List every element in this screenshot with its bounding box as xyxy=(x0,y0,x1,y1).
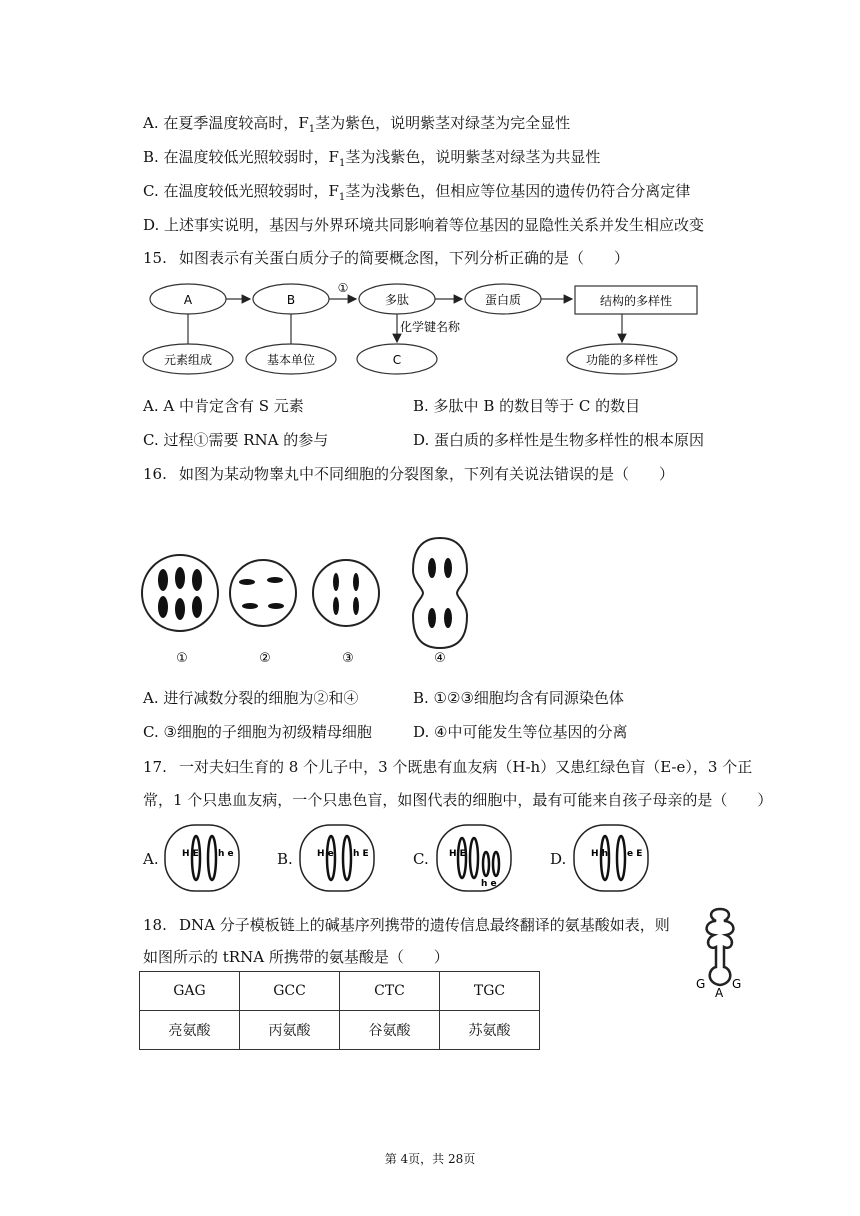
q16-stem: 16. 如图为某动物睾丸中不同细胞的分裂图象，下列有关说法错误的是（ ） xyxy=(143,465,675,483)
q16-option-b: B. ①②③细胞均含有同源染色体 xyxy=(413,689,624,707)
q15-stem: 15. 如图表示有关蛋白质分子的简要概念图，下列分析正确的是（ ） xyxy=(143,249,630,267)
table-row xyxy=(140,1011,540,1050)
node-elements: 元素组成 xyxy=(163,353,213,367)
q17-cells xyxy=(160,822,660,896)
node-b: B xyxy=(286,293,296,307)
q16-option-c: C. ③细胞的子细胞为初级精母细胞 xyxy=(143,723,372,741)
q15-number: 15. xyxy=(143,249,167,267)
q17-number: 17. xyxy=(143,758,167,776)
q14-option-a: A. 在夏季温度较高时，$F_1$茎为紫色，说明紫茎对绿茎为完全显性 xyxy=(143,114,571,135)
codon-cell: CTC xyxy=(340,972,440,1011)
codon-cell: GAG xyxy=(140,972,240,1011)
cell-a-right: h e xyxy=(218,849,234,859)
cell-label-3: ③ xyxy=(342,651,354,666)
cell-b-left: H e xyxy=(317,849,334,859)
node-a: A xyxy=(183,293,193,307)
q15-option-a: A. A 中肯定含有 S 元素 xyxy=(143,397,304,415)
q14-option-b: B. 在温度较低光照较弱时，$F_1$茎为浅紫色，说明紫茎对绿茎为共显性 xyxy=(143,148,601,169)
q17-option-a-label: A. xyxy=(143,850,159,868)
node-function: 功能的多样性 xyxy=(585,353,659,367)
q18-stem-line1: 18. DNA 分子模板链上的碱基序列携带的遗传信息最终翻译的氨基酸如表，则 xyxy=(143,916,670,934)
cell-b-right: h E xyxy=(353,849,369,859)
cell-c-right: h e xyxy=(481,879,497,889)
codon-cell: TGC xyxy=(440,972,540,1011)
cell-d-right: e E xyxy=(627,849,643,859)
q18-number: 18. xyxy=(143,916,167,934)
cell-c-left: H E xyxy=(449,849,466,859)
q16-number: 16. xyxy=(143,465,167,483)
bond-label: 化学键名称 xyxy=(400,320,461,334)
q14-option-d: D. 上述事实说明，基因与外界环境共同影响着等位基因的显隐性关系并发生相应改变 xyxy=(143,216,705,234)
cell-label-4: ④ xyxy=(434,651,446,666)
q15-option-b: B. 多肽中 B 的数目等于 C 的数目 xyxy=(413,397,641,415)
cell-division-figure xyxy=(135,530,480,670)
cell-label-2: ② xyxy=(259,651,271,666)
amino-cell: 丙氨酸 xyxy=(240,1011,340,1050)
codon-cell: GCC xyxy=(240,972,340,1011)
cell-label-1: ① xyxy=(176,651,188,666)
node-polypeptide: 多肽 xyxy=(384,293,410,307)
amino-cell: 亮氨酸 xyxy=(140,1011,240,1050)
node-structure: 结构的多样性 xyxy=(599,294,673,308)
anticodon-1: G xyxy=(696,977,706,991)
q17-option-c-label: C. xyxy=(413,850,429,868)
amino-cell: 苏氨酸 xyxy=(440,1011,540,1050)
cell-d-left: H h xyxy=(591,849,609,859)
amino-acid-table xyxy=(139,971,540,1050)
q17-option-b-label: B. xyxy=(277,850,293,868)
q17-stem-line1: 17. 一对夫妇生育的 8 个儿子中，3 个既患有血友病（H-h）又患红绿色盲（E-e），3 个正 xyxy=(143,758,753,776)
node-unit: 基本单位 xyxy=(266,353,316,367)
node-c: C xyxy=(392,353,402,367)
table-row xyxy=(140,972,540,1011)
q18-stem-line2: 如图所示的 tRNA 所携带的氨基酸是（ ） xyxy=(143,948,449,966)
protein-concept-diagram xyxy=(140,278,710,378)
node-protein: 蛋白质 xyxy=(484,293,522,307)
q15-option-d: D. 蛋白质的多样性是生物多样性的根本原因 xyxy=(413,431,705,449)
q15-option-c: C. 过程①需要 RNA 的参与 xyxy=(143,431,329,449)
q16-option-a: A. 进行减数分裂的细胞为②和④ xyxy=(143,689,359,707)
page-footer: 第 4页，共 28页 xyxy=(384,1152,476,1166)
cell-a-left: H E xyxy=(182,849,199,859)
anticodon-3: G xyxy=(732,977,742,991)
q14-option-c: C. 在温度较低光照较弱时，$F_1$茎为浅紫色，但相应等位基因的遗传仍符合分离定律 xyxy=(143,182,691,203)
q16-option-d: D. ④中可能发生等位基因的分离 xyxy=(413,723,628,741)
q17-option-d-label: D. xyxy=(550,850,567,868)
step-1-label: ① xyxy=(337,281,349,295)
amino-cell: 谷氨酸 xyxy=(340,1011,440,1050)
trna-figure xyxy=(688,903,758,998)
anticodon-2: A xyxy=(715,986,724,998)
q17-stem-line2: 常，1 个只患血友病，一个只患色盲，如图代表的细胞中，最有可能来自孩子母亲的是（ ） xyxy=(143,791,773,809)
